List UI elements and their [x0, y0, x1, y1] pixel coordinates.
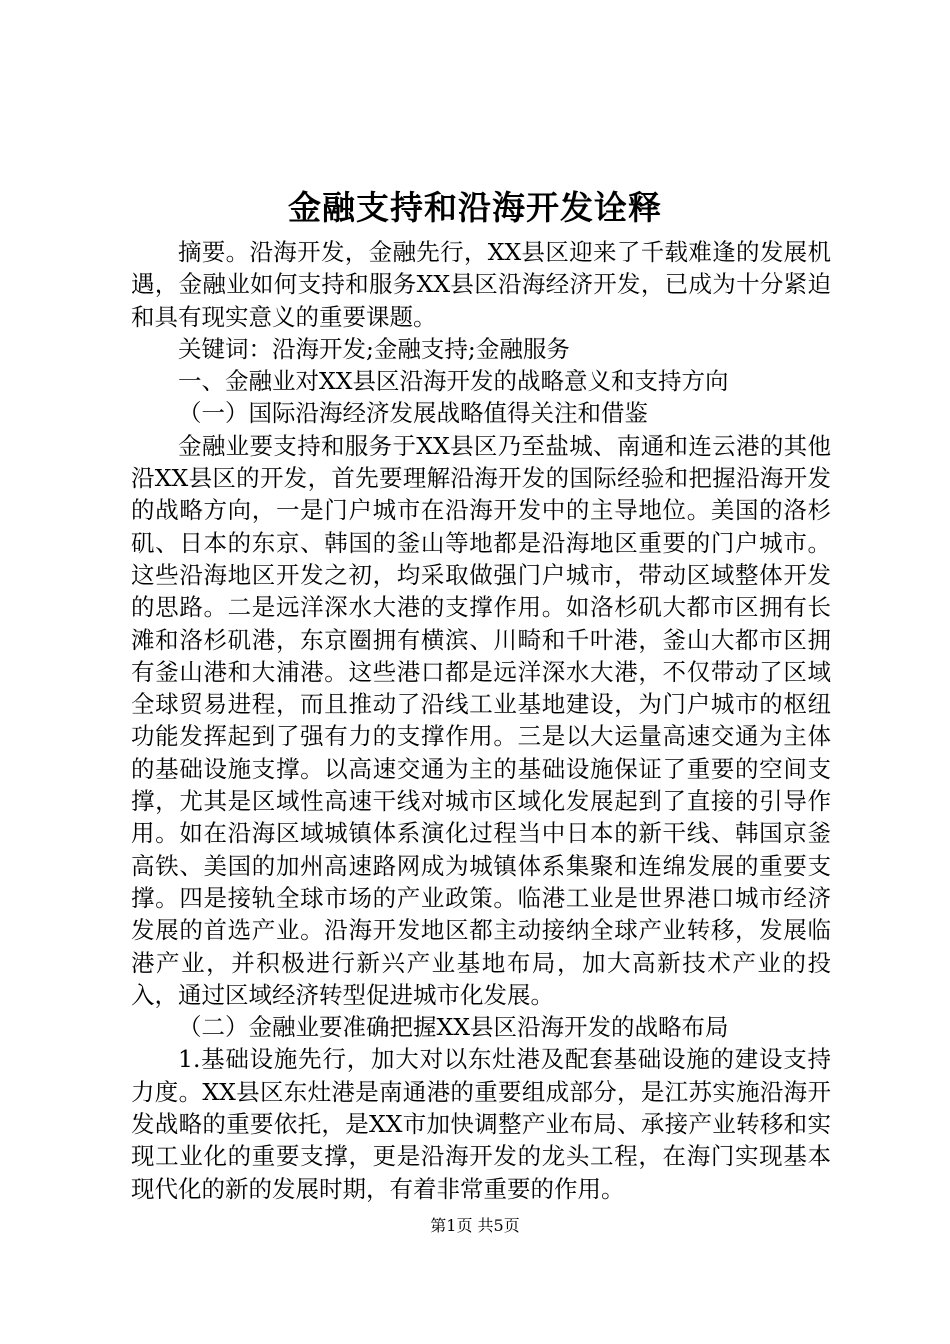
page-number-footer: 第1页 共5页	[430, 1216, 520, 1235]
section-heading-1: 一、金融业对XX县区沿海开发的战略意义和支持方向	[178, 367, 729, 396]
keywords-paragraph: 关键词：沿海开发;金融支持;金融服务	[178, 334, 570, 363]
abstract-paragraph: 摘要。沿海开发，金融先行，XX县区迎来了千载难逢的发展机遇，金融业如何支持和服务XX县区沿海经济开发，已成为十分紧迫和具有现实意义的重要课题。	[131, 238, 831, 331]
document-body	[131, 236, 831, 1205]
body-paragraph: 金融业要支持和服务于XX县区乃至盐城、南通和连云港的其他沿XX县区的开发，首先要理解沿海开发的国际经验和把握沿海开发的战略方向，一是门户城市在沿海开发中的主导地位。美国的洛杉矶、日本的东京、韩国的釜山等地都是沿海地区重要的门户城市。这些沿海地区开发之初，均采取做强门户城市，带动区域整体开发的思路。二是远洋深水大港的支撑作用。如洛杉矶大都市区拥有长滩和洛杉矶港，东京圈拥有横滨、川畸和千叶港，釜山大都市区拥有釜山港和大浦港。这些港口都是远洋深水大港，不仅带动了区域全球贸易进程，而且推动了沿线工业基地建设，为门户城市的枢纽功能发挥起到了强有力的支撑作用。三是以大运量高速交通为主体的基础设施支撑。以高速交通为主的基础设施保证了重要的空间支撑，尤其是区域性高速干线对城市区域化发展起到了直接的引导作用。如在沿海区域城镇体系演化过程当中日本的新干线、韩国京釜高铁、美国的加州高速路网成为城镇体系集聚和连绵发展的重要支撑。四是接轨全球市场的产业政策。临港工业是世界港口城市经济发展的首选产业。沿海开发地区都主动接纳全球产业转移，发展临港产业，并积极进行新兴产业基地布局，加大高新技术产业的投入，通过区域经济转型促进城市化发展。	[131, 431, 831, 1009]
document-title: 金融支持和沿海开发诠释	[288, 188, 662, 227]
body-paragraph: 1.基础设施先行，加大对以东灶港及配套基础设施的建设支持力度。XX县区东灶港是南通港的重要组成部分，是江苏实施沿海开发战略的重要依托，是XX市加快调整产业布局、承接产业转移和实现工业化的重要支撑，更是沿海开发的龙头工程，在海门实现基本现代化的新的发展时期，有着非常重要的作用。	[131, 1045, 831, 1203]
subsection-heading-1: （一）国际沿海经济发展战略值得关注和借鉴	[178, 399, 648, 428]
subsection-heading-2: （二）金融业要准确把握XX县区沿海开发的战略布局	[178, 1013, 729, 1042]
